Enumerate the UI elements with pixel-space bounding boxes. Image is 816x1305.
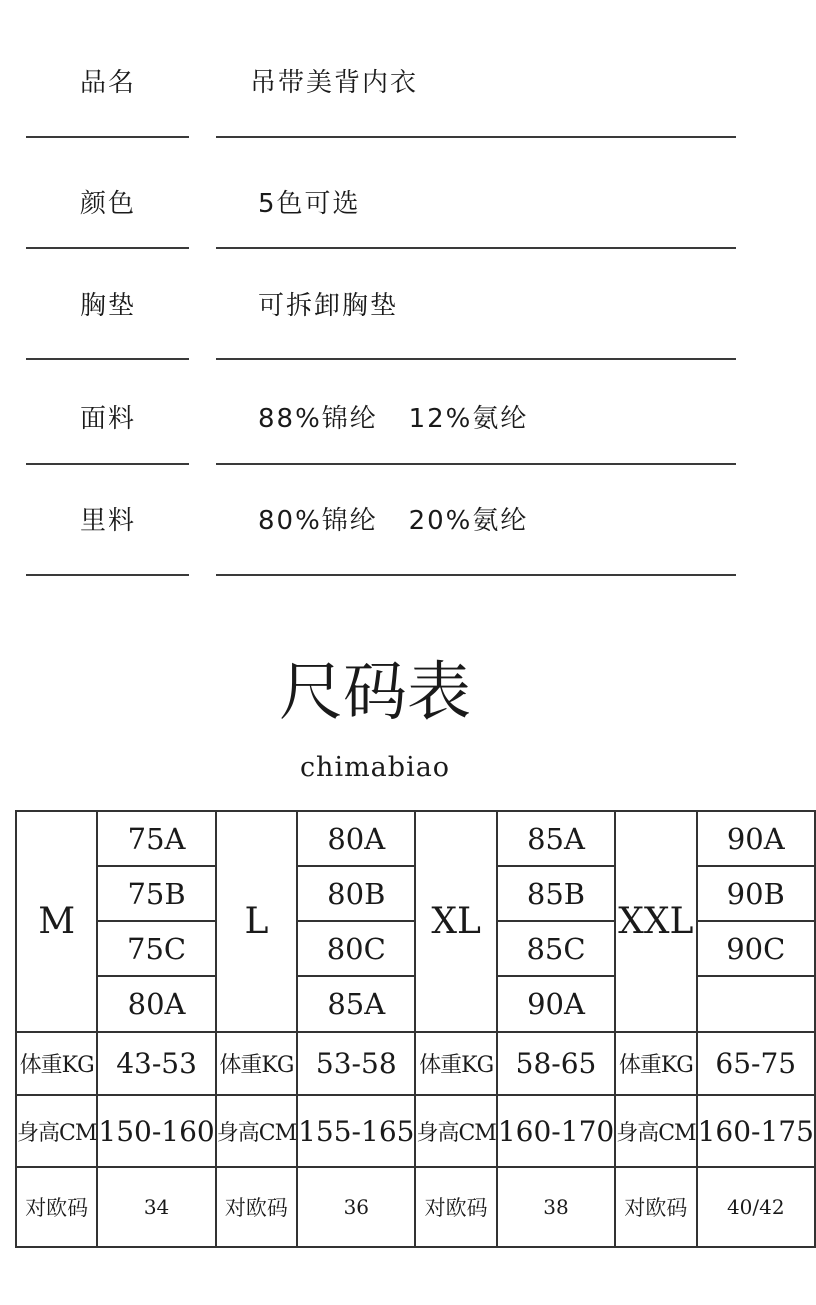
cup-cell: 80A xyxy=(297,811,415,866)
spec-label-pad: 胸垫 xyxy=(80,291,137,321)
height-value: 160-175 xyxy=(697,1095,815,1167)
divider xyxy=(26,463,189,465)
cup-cell: 90B xyxy=(697,866,815,921)
weight-value: 65-75 xyxy=(697,1032,815,1095)
cup-cell: 80A xyxy=(97,976,215,1032)
spec-label-fabric: 面料 xyxy=(80,404,137,434)
spec-value-name: 吊带美背内衣 xyxy=(250,68,419,98)
height-label: 身高CM xyxy=(415,1095,496,1167)
cup-cell: 80C xyxy=(297,921,415,976)
eu-size-label: 对欧码 xyxy=(216,1167,297,1247)
size-cell: M xyxy=(16,811,97,1032)
divider xyxy=(216,136,736,138)
cup-cell: 90A xyxy=(497,976,615,1032)
spec-label-name: 品名 xyxy=(80,68,137,98)
eu-size-value: 36 xyxy=(297,1167,415,1247)
divider xyxy=(26,358,189,360)
size-cell: L xyxy=(216,811,297,1032)
weight-label: 体重KG xyxy=(216,1032,297,1095)
weight-value: 43-53 xyxy=(97,1032,215,1095)
weight-value: 58-65 xyxy=(497,1032,615,1095)
cup-cell: 75A xyxy=(97,811,215,866)
size-table xyxy=(15,810,816,1248)
eu-size-value: 34 xyxy=(97,1167,215,1247)
divider xyxy=(26,574,189,576)
cup-cell: 75B xyxy=(97,866,215,921)
height-label: 身高CM xyxy=(16,1095,97,1167)
size-cell: XL xyxy=(415,811,496,1032)
eu-size-label: 对欧码 xyxy=(415,1167,496,1247)
spec-value-pad: 可拆卸胸垫 xyxy=(258,291,399,321)
divider xyxy=(216,574,736,576)
cup-cell: 85C xyxy=(497,921,615,976)
height-value: 160-170 xyxy=(497,1095,615,1167)
size-chart-title: 尺码表 xyxy=(279,656,471,730)
eu-size-value: 38 xyxy=(497,1167,615,1247)
divider xyxy=(216,247,736,249)
cup-cell: 75C xyxy=(97,921,215,976)
cup-cell-empty xyxy=(697,976,815,1032)
height-value: 150-160 xyxy=(97,1095,215,1167)
cup-cell: 80B xyxy=(297,866,415,921)
spec-value-color: 5色可选 xyxy=(258,189,361,219)
size-cell: XXL xyxy=(615,811,696,1032)
eu-size-label: 对欧码 xyxy=(615,1167,696,1247)
height-label: 身高CM xyxy=(216,1095,297,1167)
cup-cell: 85A xyxy=(297,976,415,1032)
divider xyxy=(216,358,736,360)
cup-cell: 90A xyxy=(697,811,815,866)
divider xyxy=(216,463,736,465)
weight-label: 体重KG xyxy=(615,1032,696,1095)
eu-size-value: 40/42 xyxy=(697,1167,815,1247)
cup-cell: 85B xyxy=(497,866,615,921)
spec-label-lining: 里料 xyxy=(80,506,137,536)
cup-cell: 90C xyxy=(697,921,815,976)
height-label: 身高CM xyxy=(615,1095,696,1167)
size-chart-subtitle: chimabiao xyxy=(299,752,451,783)
cup-cell: 85A xyxy=(497,811,615,866)
weight-value: 53-58 xyxy=(297,1032,415,1095)
eu-size-label: 对欧码 xyxy=(16,1167,97,1247)
spec-label-color: 颜色 xyxy=(80,189,137,219)
spec-value-fabric: 88%锦纶 12%氨纶 xyxy=(258,404,529,434)
divider xyxy=(26,247,189,249)
weight-label: 体重KG xyxy=(415,1032,496,1095)
height-value: 155-165 xyxy=(297,1095,415,1167)
spec-value-lining: 80%锦纶 20%氨纶 xyxy=(258,506,529,536)
divider xyxy=(26,136,189,138)
weight-label: 体重KG xyxy=(16,1032,97,1095)
